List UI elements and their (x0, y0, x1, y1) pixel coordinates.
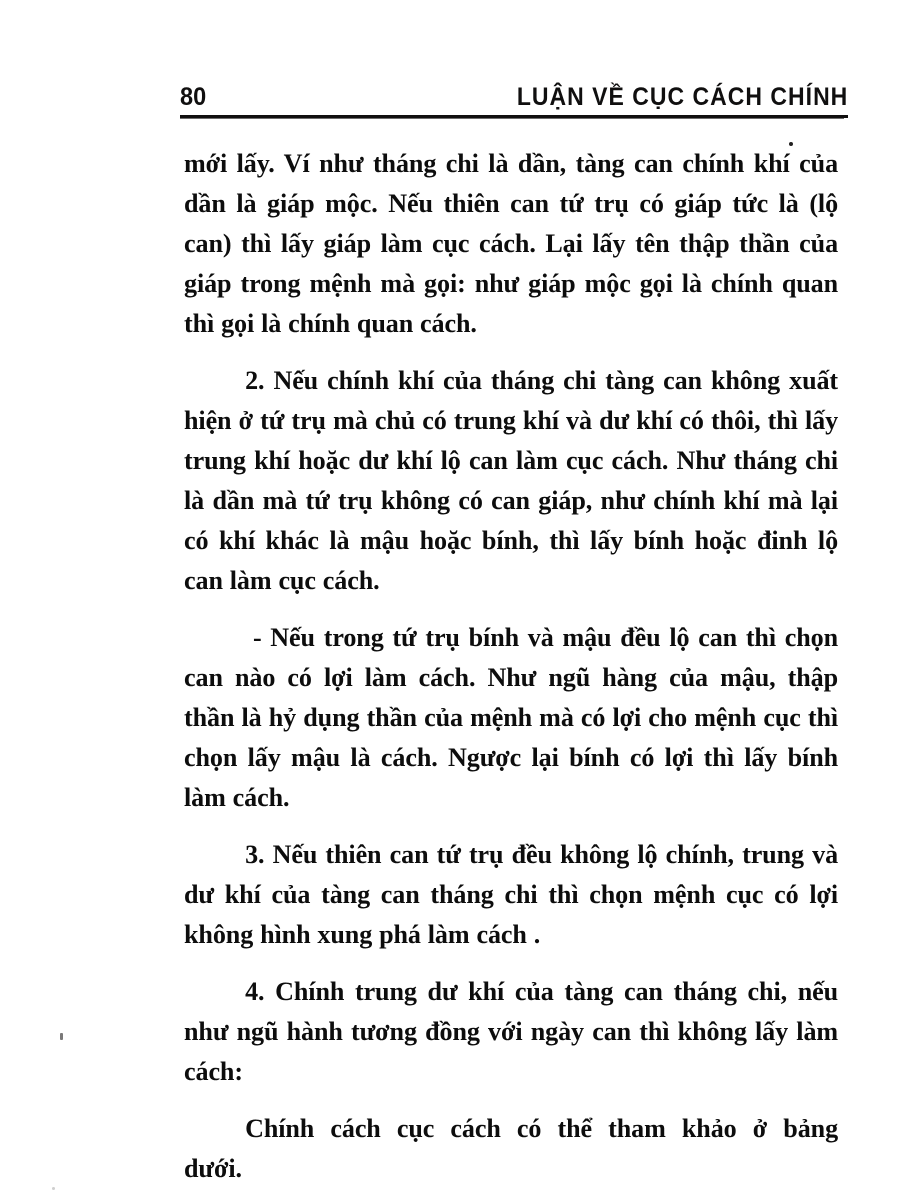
paragraph-5: 4. Chính trung dư khí của tàng can tháng chi, nếu như ngũ hành tương đồng với ngày can thì không lấy làm cách: (184, 976, 839, 1086)
paragraph-2: 2. Nếu chính khí của tháng chi tàng can không xuất hiện ở tứ trụ mà chủ có trung khí và dư khí có thôi, thì lấy trung khí hoặc dư khí lộ can làm cục cách. Như tháng chi là dần mà tứ trụ không có can giáp, như chính khí mà lại có khí khác là mậu hoặc bính, thì lấy bính hoặc đinh lộ can làm cục cách. (184, 365, 839, 595)
page-number: 80 (180, 83, 207, 111)
paragraph-1: mới lấy. Ví như tháng chi là dần, tàng can chính khí của dần là giáp mộc. Nếu thiên can tứ trụ có giáp tức là (lộ can) thì lấy giáp làm cục cách. Lại lấy tên thập thần của giáp trong mệnh mà gọi: như giáp mộc gọi là chính quan thì gọi là chính quan cách. (184, 148, 839, 338)
header-title: LUẬN VỀ CỤC CÁCH CHÍNH (516, 83, 848, 111)
header-divider-rule (180, 115, 848, 118)
paragraph-6 (184, 1108, 838, 1188)
scan-artifact-speck (60, 1033, 63, 1040)
paragraph-6-line-2: bảng dưới. (184, 1113, 839, 1183)
paragraph-3: - Nếu trong tứ trụ bính và mậu đều lộ can thì chọn can nào có lợi làm cách. Như ngũ hàng của mậu, thập thần là hỷ dụng thần của mệnh mà có lợi cho mệnh cục thì chọn lấy mậu là cách. Ngược lại bính có lợi thì lấy bính làm cách. (184, 622, 839, 812)
running-header (180, 76, 848, 110)
scan-artifact-speck (52, 1187, 55, 1190)
paragraph-4: 3. Nếu thiên can tứ trụ đều không lộ chính, trung và dư khí của tàng can tháng chi thì chọn mệnh cục có lợi không hình xung phá làm cách . (184, 839, 839, 949)
paragraph-6-line-1: Chính cách cục cách có thể tham khảo ở (245, 1113, 768, 1143)
body-text-block (184, 143, 848, 1188)
